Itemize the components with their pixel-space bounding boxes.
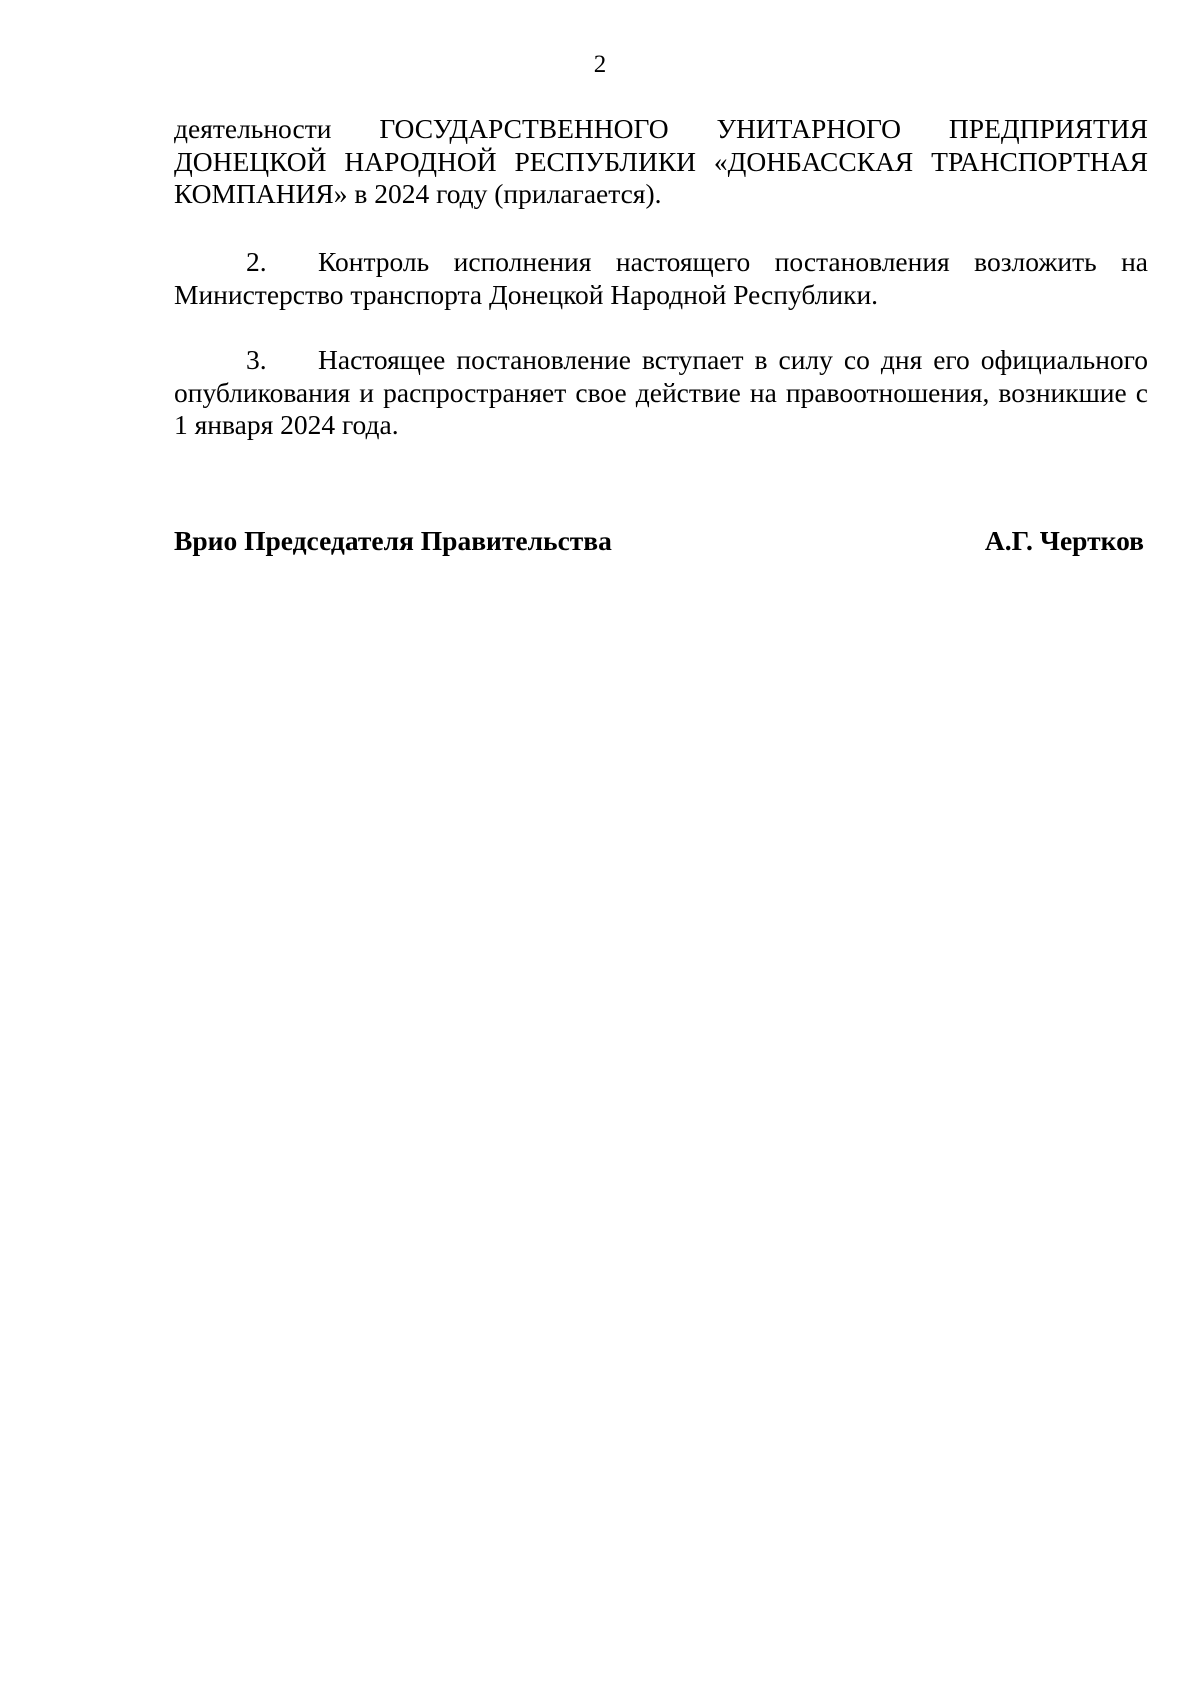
signatory-title: Врио Председателя Правительства xyxy=(174,525,612,556)
paragraph-3-number: 3. xyxy=(246,344,267,375)
page-number: 2 xyxy=(593,51,607,78)
signatory-name: А.Г. Чертков xyxy=(984,525,1144,556)
paragraph-2-number: 2. xyxy=(246,246,267,277)
paragraph-2 xyxy=(174,246,1148,311)
paragraph-1-continuation: деятельности ГОСУДАРСТВЕННОГО УНИТАРНОГО ПРЕДПРИЯТИЯ ДОНЕЦКОЙ НАРОДНОЙ РЕСПУБЛИКИ «ДОНБАССКАЯ ТРАНСПОРТНАЯ КОМПАНИЯ» в 2024 году (прилагается). xyxy=(174,113,1148,209)
paragraph-3 xyxy=(174,344,1148,442)
paragraph-2-text: Контроль исполнения настоящего постановления возложить на Министерство транспорта Донецкой Народной Республики. xyxy=(174,246,1148,310)
paragraph-3-text: Настоящее постановление вступает в силу со дня его официального опубликования и распространяет свое действие на правоотношения, возникшие с 1 января 2024 года. xyxy=(174,344,1148,440)
